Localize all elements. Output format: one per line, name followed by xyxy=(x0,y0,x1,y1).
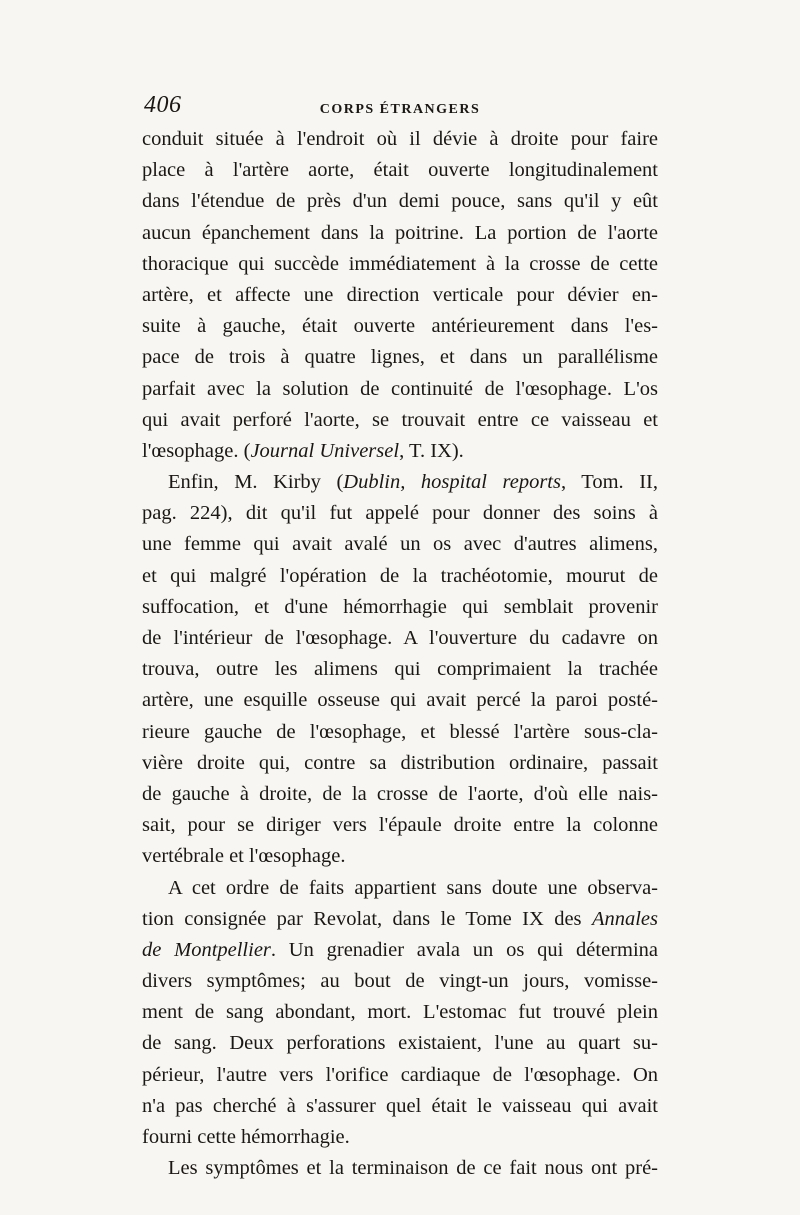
text-span: divers symptômes; au bout de vingt-un jours, vomisse- xyxy=(142,970,658,993)
text-line xyxy=(142,405,658,436)
text-line xyxy=(142,810,658,841)
italic-text: de Montpellier xyxy=(142,938,271,961)
text-span: l'œsophage. ( xyxy=(142,439,251,462)
text-span: , Tom. II, xyxy=(560,471,659,494)
text-line xyxy=(142,935,658,966)
text-span: thoracique qui succède immédiatement à la crosse de cette xyxy=(142,252,658,275)
text-span: vertébrale et l'œsophage. xyxy=(142,845,346,868)
text-span: A cet ordre de faits appartient sans doute une observa- xyxy=(168,876,658,899)
text-line xyxy=(142,218,658,249)
text-span: de sang. Deux perforations existaient, l'une au quart su- xyxy=(142,1032,658,1055)
text-span: fourni cette hémorrhagie. xyxy=(142,1126,350,1148)
text-span: pace de trois à quatre lignes, et dans un parallélisme xyxy=(142,346,658,369)
text-span: suite à gauche, était ouverte antérieurement dans l'es- xyxy=(142,315,658,338)
text-span: , T. IX). xyxy=(399,439,464,462)
text-span: aucun épanchement dans la poitrine. La portion de l'aorte xyxy=(142,221,658,244)
text-line xyxy=(142,342,658,373)
text-line xyxy=(142,1153,658,1184)
body-text xyxy=(142,124,658,1184)
italic-text: Dublin, hospital reports xyxy=(343,471,561,494)
page-number: 406 xyxy=(144,92,182,118)
text-line xyxy=(142,374,658,405)
text-span: et qui malgré l'opération de la trachéotomie, mourut de xyxy=(142,564,658,587)
text-line xyxy=(142,966,658,997)
text-line xyxy=(142,467,658,498)
text-span: parfait avec la solution de continuité de l'œsophage. L'os xyxy=(142,377,658,400)
text-span: artère, une esquille osseuse qui avait percé la paroi posté- xyxy=(142,689,658,712)
text-span: Enfin, M. Kirby ( xyxy=(168,471,344,494)
text-span: conduit située à l'endroit où il dévie à droite pour faire xyxy=(142,128,658,150)
text-line xyxy=(142,1060,658,1091)
text-span: sait, pour se diriger vers l'épaule droite entre la colonne xyxy=(142,814,658,837)
text-line xyxy=(142,654,658,685)
text-line xyxy=(142,124,658,155)
text-line xyxy=(142,904,658,935)
text-line xyxy=(142,841,658,872)
text-span: trouva, outre les alimens qui comprimaient la trachée xyxy=(142,658,658,681)
text-span: ment de sang abondant, mort. L'estomac fut trouvé plein xyxy=(142,1001,658,1024)
text-span: vière droite qui, contre sa distribution ordinaire, passait xyxy=(142,751,658,774)
text-span: . Un grenadier avala un os qui détermina xyxy=(270,938,658,961)
text-span: de l'intérieur de l'œsophage. A l'ouverture du cadavre on xyxy=(142,627,658,649)
text-line xyxy=(142,685,658,716)
running-head xyxy=(142,92,658,124)
text-line xyxy=(142,1122,658,1153)
text-line xyxy=(142,155,658,186)
text-line xyxy=(142,873,658,904)
text-line xyxy=(142,717,658,748)
book-page xyxy=(142,92,658,1184)
text-line xyxy=(142,436,658,467)
text-span: pag. 224), dit qu'il fut appelé pour donner des soins à xyxy=(142,502,658,525)
text-span: rieure gauche de l'œsophage, et blessé l'artère sous-cla- xyxy=(142,720,658,743)
text-line xyxy=(142,498,658,529)
text-span: tion consignée par Revolat, dans le Tome IX des xyxy=(142,907,592,930)
text-line xyxy=(142,529,658,560)
text-span: dans l'étendue de près d'un demi pouce, sans qu'il y eût xyxy=(142,190,658,213)
text-line xyxy=(142,311,658,342)
text-line xyxy=(142,249,658,280)
text-span: artère, et affecte une direction verticale pour dévier en- xyxy=(142,283,658,306)
text-line xyxy=(142,748,658,779)
italic-text: Journal Universel xyxy=(250,439,400,462)
text-line xyxy=(142,1028,658,1059)
text-span: place à l'artère aorte, était ouverte longitudinalement xyxy=(142,159,658,182)
text-span: suffocation, et d'une hémorrhagie qui semblait provenir xyxy=(142,595,658,618)
text-line xyxy=(142,280,658,311)
text-line xyxy=(142,1091,658,1122)
text-span: n'a pas cherché à s'assurer quel était le vaisseau qui avait xyxy=(142,1094,658,1117)
italic-text: Annales xyxy=(591,907,658,930)
text-line xyxy=(142,623,658,654)
text-span: Les symptômes et la terminaison de ce fait nous ont pré- xyxy=(168,1157,658,1180)
text-line xyxy=(142,997,658,1028)
text-line xyxy=(142,779,658,810)
running-title: CORPS ÉTRANGERS xyxy=(319,102,481,117)
text-span: une femme qui avait avalé un os avec d'autres alimens, xyxy=(142,533,658,556)
text-line xyxy=(142,186,658,217)
text-line xyxy=(142,561,658,592)
text-span: de gauche à droite, de la crosse de l'aorte, d'où elle nais- xyxy=(142,782,658,805)
text-span: périeur, l'autre vers l'orifice cardiaque de l'œsophage. On xyxy=(142,1063,658,1086)
text-span: qui avait perforé l'aorte, se trouvait entre ce vaisseau et xyxy=(142,408,658,431)
text-line xyxy=(142,592,658,623)
